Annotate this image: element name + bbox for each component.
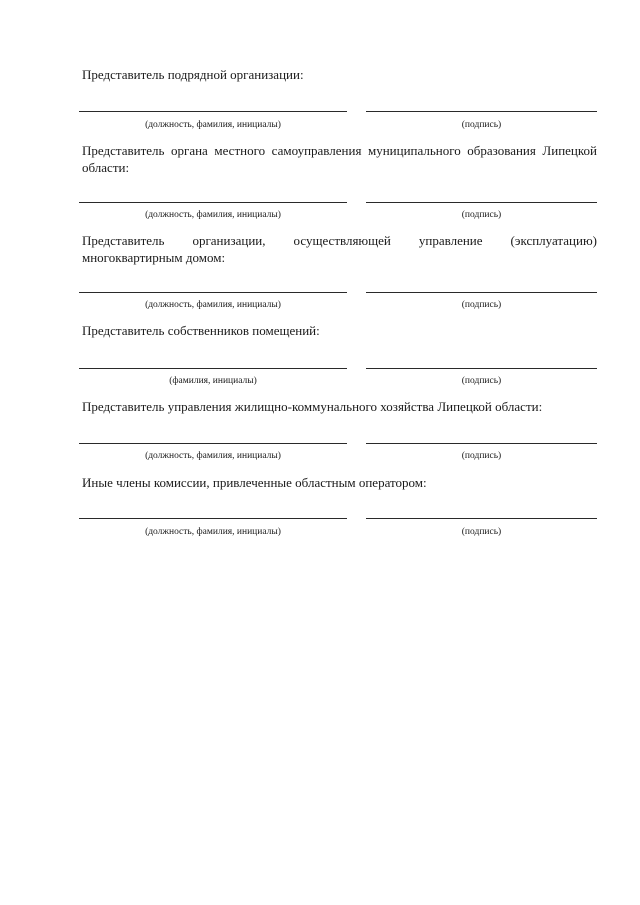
section-heading-local-government: Представитель органа местного самоуправления муниципального образования Липецкой области: [82,143,597,175]
signature-line [366,518,597,519]
name-signature-line [79,202,347,203]
name-caption: (должность, фамилия, инициалы) [145,451,281,461]
section-heading-other-members: Иные члены комиссии, привлеченные областным оператором: [82,475,427,490]
section-heading-owners: Представитель собственников помещений: [82,323,320,338]
signature-caption: (подпись) [461,527,502,537]
name-caption: (должность, фамилия, инициалы) [145,527,281,537]
name-caption: (должность, фамилия, инициалы) [145,210,281,220]
section-heading-contractor: Представитель подрядной организации: [82,67,304,82]
signature-line [366,368,597,369]
name-signature-line [79,518,347,519]
name-signature-line [79,111,347,112]
section-heading-housing-department: Представитель управления жилищно-коммунального хозяйства Липецкой области: [82,399,543,414]
signature-line [366,111,597,112]
name-caption: (фамилия, инициалы) [169,376,257,386]
name-caption: (должность, фамилия, инициалы) [145,120,281,130]
name-caption: (должность, фамилия, инициалы) [145,300,281,310]
signature-caption: (подпись) [461,376,502,386]
signature-line [366,202,597,203]
section-heading-management-org: Представитель организации, осуществляющей управление (эксплуатацию) многоквартирным домом: [82,233,597,265]
signature-line [366,443,597,444]
name-signature-line [79,443,347,444]
signature-caption: (подпись) [461,120,502,130]
signature-line [366,292,597,293]
signature-caption: (подпись) [461,451,502,461]
signature-caption: (подпись) [461,210,502,220]
name-signature-line [79,292,347,293]
name-signature-line [79,368,347,369]
signature-caption: (подпись) [461,300,502,310]
